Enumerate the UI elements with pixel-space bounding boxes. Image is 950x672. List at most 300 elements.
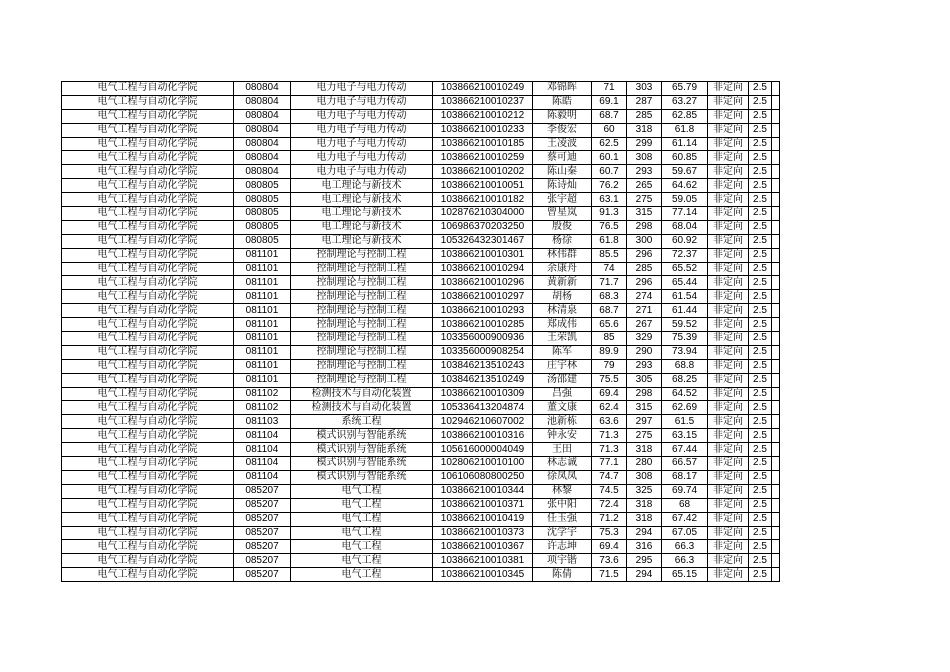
score-a-cell: 74.5: [592, 484, 627, 498]
score-a-cell: 61.8: [592, 234, 627, 248]
candidate-id-cell: 103866210010301: [433, 248, 533, 262]
candidate-id-cell: 105336413204874: [433, 401, 533, 415]
training-type-cell: 非定向: [708, 262, 749, 276]
major-name-cell: 控制理论与控制工程: [291, 304, 433, 318]
training-type-cell: 非定向: [708, 109, 749, 123]
score-b-cell: 275: [627, 429, 662, 443]
total-score-cell: 63.27: [662, 95, 708, 109]
score-a-cell: 68.3: [592, 290, 627, 304]
candidate-id-cell: 103866210010285: [433, 318, 533, 332]
candidate-id-cell: 103866210010249: [433, 82, 533, 96]
major-code-cell: 085207: [234, 568, 291, 582]
table-row: [62, 193, 780, 207]
extra-cell: [772, 429, 780, 443]
student-name-cell: 邓锦晖: [533, 82, 592, 96]
student-name-cell: 陈倩: [533, 568, 592, 582]
score-b-cell: 280: [627, 457, 662, 471]
student-name-cell: 王荣凯: [533, 332, 592, 346]
candidate-id-cell: 103866210010309: [433, 387, 533, 401]
extra-cell: [772, 290, 780, 304]
college-cell: 电气工程与自动化学院: [62, 373, 234, 387]
student-name-cell: 余康舟: [533, 262, 592, 276]
score-b-cell: 318: [627, 443, 662, 457]
table-row: [62, 498, 780, 512]
extra-cell: [772, 151, 780, 165]
student-name-cell: 李俊宏: [533, 123, 592, 137]
score-b-cell: 265: [627, 179, 662, 193]
score-a-cell: 74: [592, 262, 627, 276]
table-row: [62, 165, 780, 179]
total-score-cell: 60.92: [662, 234, 708, 248]
table-row: [62, 457, 780, 471]
training-type-cell: 非定向: [708, 123, 749, 137]
college-cell: 电气工程与自动化学院: [62, 304, 234, 318]
years-cell: 2.5: [749, 304, 772, 318]
major-code-cell: 080804: [234, 109, 291, 123]
extra-cell: [772, 207, 780, 221]
major-name-cell: 控制理论与控制工程: [291, 359, 433, 373]
spreadsheet-page: [61, 81, 780, 582]
major-name-cell: 电工理论与新技术: [291, 179, 433, 193]
years-cell: 2.5: [749, 179, 772, 193]
major-name-cell: 电力电子与电力传动: [291, 82, 433, 96]
table-row: [62, 484, 780, 498]
major-code-cell: 080805: [234, 207, 291, 221]
major-name-cell: 电气工程: [291, 484, 433, 498]
table-row: [62, 443, 780, 457]
major-code-cell: 080804: [234, 151, 291, 165]
table-row: [62, 401, 780, 415]
college-cell: 电气工程与自动化学院: [62, 498, 234, 512]
student-name-cell: 许志坤: [533, 540, 592, 554]
table-row: [62, 123, 780, 137]
candidate-id-cell: 103866210010381: [433, 554, 533, 568]
major-name-cell: 电气工程: [291, 526, 433, 540]
total-score-cell: 61.14: [662, 137, 708, 151]
total-score-cell: 67.42: [662, 512, 708, 526]
training-type-cell: 非定向: [708, 484, 749, 498]
major-name-cell: 电力电子与电力传动: [291, 95, 433, 109]
total-score-cell: 62.69: [662, 401, 708, 415]
training-type-cell: 非定向: [708, 387, 749, 401]
score-a-cell: 74.7: [592, 470, 627, 484]
years-cell: 2.5: [749, 95, 772, 109]
score-b-cell: 285: [627, 109, 662, 123]
extra-cell: [772, 359, 780, 373]
years-cell: 2.5: [749, 151, 772, 165]
score-b-cell: 287: [627, 95, 662, 109]
training-type-cell: 非定向: [708, 234, 749, 248]
table-row: [62, 318, 780, 332]
candidate-id-cell: 103866210010293: [433, 304, 533, 318]
total-score-cell: 59.52: [662, 318, 708, 332]
table-row: [62, 512, 780, 526]
extra-cell: [772, 470, 780, 484]
major-name-cell: 控制理论与控制工程: [291, 248, 433, 262]
extra-cell: [772, 193, 780, 207]
student-name-cell: 林清泉: [533, 304, 592, 318]
score-b-cell: 294: [627, 568, 662, 582]
college-cell: 电气工程与自动化学院: [62, 234, 234, 248]
candidate-id-cell: 103866210010345: [433, 568, 533, 582]
training-type-cell: 非定向: [708, 248, 749, 262]
score-b-cell: 305: [627, 373, 662, 387]
score-a-cell: 60: [592, 123, 627, 137]
extra-cell: [772, 387, 780, 401]
candidate-id-cell: 103866210010202: [433, 165, 533, 179]
student-name-cell: 殷俊: [533, 220, 592, 234]
training-type-cell: 非定向: [708, 498, 749, 512]
total-score-cell: 64.62: [662, 179, 708, 193]
years-cell: 2.5: [749, 332, 772, 346]
total-score-cell: 60.85: [662, 151, 708, 165]
score-a-cell: 85.5: [592, 248, 627, 262]
score-a-cell: 79: [592, 359, 627, 373]
table-body: [62, 82, 780, 582]
years-cell: 2.5: [749, 193, 772, 207]
major-name-cell: 电工理论与新技术: [291, 234, 433, 248]
major-code-cell: 085207: [234, 526, 291, 540]
student-name-cell: 徐凤凤: [533, 470, 592, 484]
college-cell: 电气工程与自动化学院: [62, 193, 234, 207]
college-cell: 电气工程与自动化学院: [62, 220, 234, 234]
candidate-id-cell: 106106080800250: [433, 470, 533, 484]
score-b-cell: 308: [627, 470, 662, 484]
college-cell: 电气工程与自动化学院: [62, 568, 234, 582]
training-type-cell: 非定向: [708, 443, 749, 457]
major-name-cell: 电气工程: [291, 554, 433, 568]
student-name-cell: 吕强: [533, 387, 592, 401]
years-cell: 2.5: [749, 484, 772, 498]
major-code-cell: 081101: [234, 262, 291, 276]
college-cell: 电气工程与自动化学院: [62, 179, 234, 193]
candidate-id-cell: 103866210010212: [433, 109, 533, 123]
score-a-cell: 60.1: [592, 151, 627, 165]
table-row: [62, 151, 780, 165]
student-name-cell: 陈诗灿: [533, 179, 592, 193]
major-name-cell: 控制理论与控制工程: [291, 345, 433, 359]
extra-cell: [772, 401, 780, 415]
extra-cell: [772, 415, 780, 429]
total-score-cell: 66.3: [662, 554, 708, 568]
college-cell: 电气工程与自动化学院: [62, 276, 234, 290]
major-name-cell: 电工理论与新技术: [291, 207, 433, 221]
years-cell: 2.5: [749, 387, 772, 401]
major-code-cell: 081101: [234, 373, 291, 387]
table-row: [62, 373, 780, 387]
total-score-cell: 65.52: [662, 262, 708, 276]
candidate-id-cell: 103866210010233: [433, 123, 533, 137]
major-code-cell: 081103: [234, 415, 291, 429]
student-name-cell: 汤邵建: [533, 373, 592, 387]
training-type-cell: 非定向: [708, 151, 749, 165]
candidate-id-cell: 103866210010296: [433, 276, 533, 290]
score-b-cell: 274: [627, 290, 662, 304]
table-row: [62, 179, 780, 193]
major-name-cell: 控制理论与控制工程: [291, 373, 433, 387]
score-a-cell: 60.7: [592, 165, 627, 179]
score-a-cell: 72.4: [592, 498, 627, 512]
score-a-cell: 63.1: [592, 193, 627, 207]
candidate-id-cell: 103356000900936: [433, 332, 533, 346]
training-type-cell: 非定向: [708, 429, 749, 443]
major-name-cell: 电力电子与电力传动: [291, 165, 433, 179]
total-score-cell: 77.14: [662, 207, 708, 221]
years-cell: 2.5: [749, 137, 772, 151]
major-code-cell: 080805: [234, 193, 291, 207]
student-name-cell: 曾星岚: [533, 207, 592, 221]
college-cell: 电气工程与自动化学院: [62, 415, 234, 429]
table-row: [62, 234, 780, 248]
college-cell: 电气工程与自动化学院: [62, 109, 234, 123]
score-a-cell: 71.3: [592, 429, 627, 443]
training-type-cell: 非定向: [708, 304, 749, 318]
training-type-cell: 非定向: [708, 415, 749, 429]
candidate-id-cell: 105616000004049: [433, 443, 533, 457]
college-cell: 电气工程与自动化学院: [62, 318, 234, 332]
score-a-cell: 76.2: [592, 179, 627, 193]
table-row: [62, 540, 780, 554]
table-row: [62, 526, 780, 540]
major-name-cell: 模式识别与智能系统: [291, 457, 433, 471]
training-type-cell: 非定向: [708, 470, 749, 484]
extra-cell: [772, 512, 780, 526]
major-code-cell: 080804: [234, 165, 291, 179]
score-b-cell: 325: [627, 484, 662, 498]
score-a-cell: 75.3: [592, 526, 627, 540]
extra-cell: [772, 109, 780, 123]
score-b-cell: 267: [627, 318, 662, 332]
major-code-cell: 081101: [234, 345, 291, 359]
candidate-id-cell: 103846213510243: [433, 359, 533, 373]
total-score-cell: 68.8: [662, 359, 708, 373]
major-code-cell: 081101: [234, 332, 291, 346]
extra-cell: [772, 498, 780, 512]
table-row: [62, 429, 780, 443]
score-b-cell: 297: [627, 415, 662, 429]
major-code-cell: 080805: [234, 220, 291, 234]
score-a-cell: 71.7: [592, 276, 627, 290]
score-a-cell: 68.7: [592, 304, 627, 318]
student-name-cell: 胡杨: [533, 290, 592, 304]
extra-cell: [772, 304, 780, 318]
years-cell: 2.5: [749, 220, 772, 234]
extra-cell: [772, 248, 780, 262]
college-cell: 电气工程与自动化学院: [62, 248, 234, 262]
college-cell: 电气工程与自动化学院: [62, 554, 234, 568]
major-name-cell: 系统工程: [291, 415, 433, 429]
years-cell: 2.5: [749, 123, 772, 137]
major-name-cell: 电力电子与电力传动: [291, 109, 433, 123]
candidate-id-cell: 103866210010185: [433, 137, 533, 151]
candidate-id-cell: 103356000908254: [433, 345, 533, 359]
score-b-cell: 299: [627, 137, 662, 151]
college-cell: 电气工程与自动化学院: [62, 207, 234, 221]
major-name-cell: 电力电子与电力传动: [291, 151, 433, 165]
score-b-cell: 298: [627, 387, 662, 401]
major-name-cell: 电工理论与新技术: [291, 220, 433, 234]
training-type-cell: 非定向: [708, 95, 749, 109]
training-type-cell: 非定向: [708, 82, 749, 96]
major-code-cell: 081101: [234, 290, 291, 304]
total-score-cell: 68.25: [662, 373, 708, 387]
years-cell: 2.5: [749, 443, 772, 457]
major-code-cell: 081101: [234, 248, 291, 262]
years-cell: 2.5: [749, 415, 772, 429]
major-code-cell: 085207: [234, 498, 291, 512]
major-name-cell: 控制理论与控制工程: [291, 290, 433, 304]
years-cell: 2.5: [749, 82, 772, 96]
training-type-cell: 非定向: [708, 290, 749, 304]
score-b-cell: 275: [627, 193, 662, 207]
major-name-cell: 控制理论与控制工程: [291, 332, 433, 346]
years-cell: 2.5: [749, 318, 772, 332]
total-score-cell: 65.15: [662, 568, 708, 582]
table-row: [62, 290, 780, 304]
score-a-cell: 62.5: [592, 137, 627, 151]
college-cell: 电气工程与自动化学院: [62, 401, 234, 415]
training-type-cell: 非定向: [708, 207, 749, 221]
training-type-cell: 非定向: [708, 345, 749, 359]
extra-cell: [772, 276, 780, 290]
training-type-cell: 非定向: [708, 193, 749, 207]
training-type-cell: 非定向: [708, 220, 749, 234]
training-type-cell: 非定向: [708, 540, 749, 554]
years-cell: 2.5: [749, 290, 772, 304]
student-name-cell: 项宇锴: [533, 554, 592, 568]
score-a-cell: 89.9: [592, 345, 627, 359]
major-name-cell: 控制理论与控制工程: [291, 318, 433, 332]
years-cell: 2.5: [749, 401, 772, 415]
score-b-cell: 315: [627, 207, 662, 221]
candidate-id-cell: 102876210304000: [433, 207, 533, 221]
major-code-cell: 081101: [234, 276, 291, 290]
extra-cell: [772, 526, 780, 540]
score-b-cell: 293: [627, 359, 662, 373]
extra-cell: [772, 262, 780, 276]
total-score-cell: 61.8: [662, 123, 708, 137]
extra-cell: [772, 457, 780, 471]
score-b-cell: 295: [627, 554, 662, 568]
college-cell: 电气工程与自动化学院: [62, 262, 234, 276]
training-type-cell: 非定向: [708, 554, 749, 568]
score-b-cell: 329: [627, 332, 662, 346]
total-score-cell: 61.54: [662, 290, 708, 304]
major-code-cell: 085207: [234, 484, 291, 498]
college-cell: 电气工程与自动化学院: [62, 290, 234, 304]
major-name-cell: 模式识别与智能系统: [291, 470, 433, 484]
major-code-cell: 081104: [234, 457, 291, 471]
college-cell: 电气工程与自动化学院: [62, 540, 234, 554]
years-cell: 2.5: [749, 234, 772, 248]
training-type-cell: 非定向: [708, 332, 749, 346]
total-score-cell: 68.04: [662, 220, 708, 234]
score-a-cell: 62.4: [592, 401, 627, 415]
training-type-cell: 非定向: [708, 526, 749, 540]
score-a-cell: 85: [592, 332, 627, 346]
major-code-cell: 081102: [234, 401, 291, 415]
years-cell: 2.5: [749, 373, 772, 387]
student-name-cell: 陈军: [533, 345, 592, 359]
major-name-cell: 电气工程: [291, 568, 433, 582]
candidate-id-cell: 103866210010419: [433, 512, 533, 526]
major-name-cell: 电力电子与电力传动: [291, 123, 433, 137]
candidate-id-cell: 103866210010297: [433, 290, 533, 304]
student-name-cell: 张中阳: [533, 498, 592, 512]
years-cell: 2.5: [749, 109, 772, 123]
major-code-cell: 081101: [234, 318, 291, 332]
extra-cell: [772, 554, 780, 568]
major-code-cell: 081104: [234, 443, 291, 457]
years-cell: 2.5: [749, 262, 772, 276]
college-cell: 电气工程与自动化学院: [62, 82, 234, 96]
years-cell: 2.5: [749, 498, 772, 512]
training-type-cell: 非定向: [708, 401, 749, 415]
total-score-cell: 73.94: [662, 345, 708, 359]
major-name-cell: 电工理论与新技术: [291, 193, 433, 207]
extra-cell: [772, 373, 780, 387]
major-name-cell: 检测技术与自动化装置: [291, 387, 433, 401]
score-a-cell: 76.5: [592, 220, 627, 234]
extra-cell: [772, 568, 780, 582]
candidate-id-cell: 103846213510249: [433, 373, 533, 387]
training-type-cell: 非定向: [708, 137, 749, 151]
student-name-cell: 沈学宇: [533, 526, 592, 540]
candidate-id-cell: 102806210010100: [433, 457, 533, 471]
major-name-cell: 电气工程: [291, 540, 433, 554]
college-cell: 电气工程与自动化学院: [62, 332, 234, 346]
major-name-cell: 电气工程: [291, 498, 433, 512]
score-a-cell: 65.6: [592, 318, 627, 332]
student-name-cell: 张宇超: [533, 193, 592, 207]
years-cell: 2.5: [749, 276, 772, 290]
major-code-cell: 085207: [234, 554, 291, 568]
college-cell: 电气工程与自动化学院: [62, 484, 234, 498]
score-a-cell: 71.3: [592, 443, 627, 457]
total-score-cell: 66.57: [662, 457, 708, 471]
college-cell: 电气工程与自动化学院: [62, 137, 234, 151]
score-b-cell: 318: [627, 512, 662, 526]
college-cell: 电气工程与自动化学院: [62, 95, 234, 109]
table-row: [62, 207, 780, 221]
total-score-cell: 66.3: [662, 540, 708, 554]
table-row: [62, 220, 780, 234]
table-row: [62, 568, 780, 582]
total-score-cell: 61.44: [662, 304, 708, 318]
table-row: [62, 332, 780, 346]
training-type-cell: 非定向: [708, 179, 749, 193]
extra-cell: [772, 95, 780, 109]
years-cell: 2.5: [749, 470, 772, 484]
score-a-cell: 71.5: [592, 568, 627, 582]
table-row: [62, 137, 780, 151]
major-code-cell: 080805: [234, 234, 291, 248]
total-score-cell: 68.17: [662, 470, 708, 484]
table-row: [62, 415, 780, 429]
total-score-cell: 67.05: [662, 526, 708, 540]
score-a-cell: 68.7: [592, 109, 627, 123]
major-name-cell: 模式识别与智能系统: [291, 429, 433, 443]
score-a-cell: 63.6: [592, 415, 627, 429]
table-row: [62, 345, 780, 359]
candidate-id-cell: 102946210607002: [433, 415, 533, 429]
years-cell: 2.5: [749, 165, 772, 179]
college-cell: 电气工程与自动化学院: [62, 165, 234, 179]
extra-cell: [772, 332, 780, 346]
student-name-cell: 池新栋: [533, 415, 592, 429]
total-score-cell: 65.79: [662, 82, 708, 96]
score-a-cell: 69.1: [592, 95, 627, 109]
